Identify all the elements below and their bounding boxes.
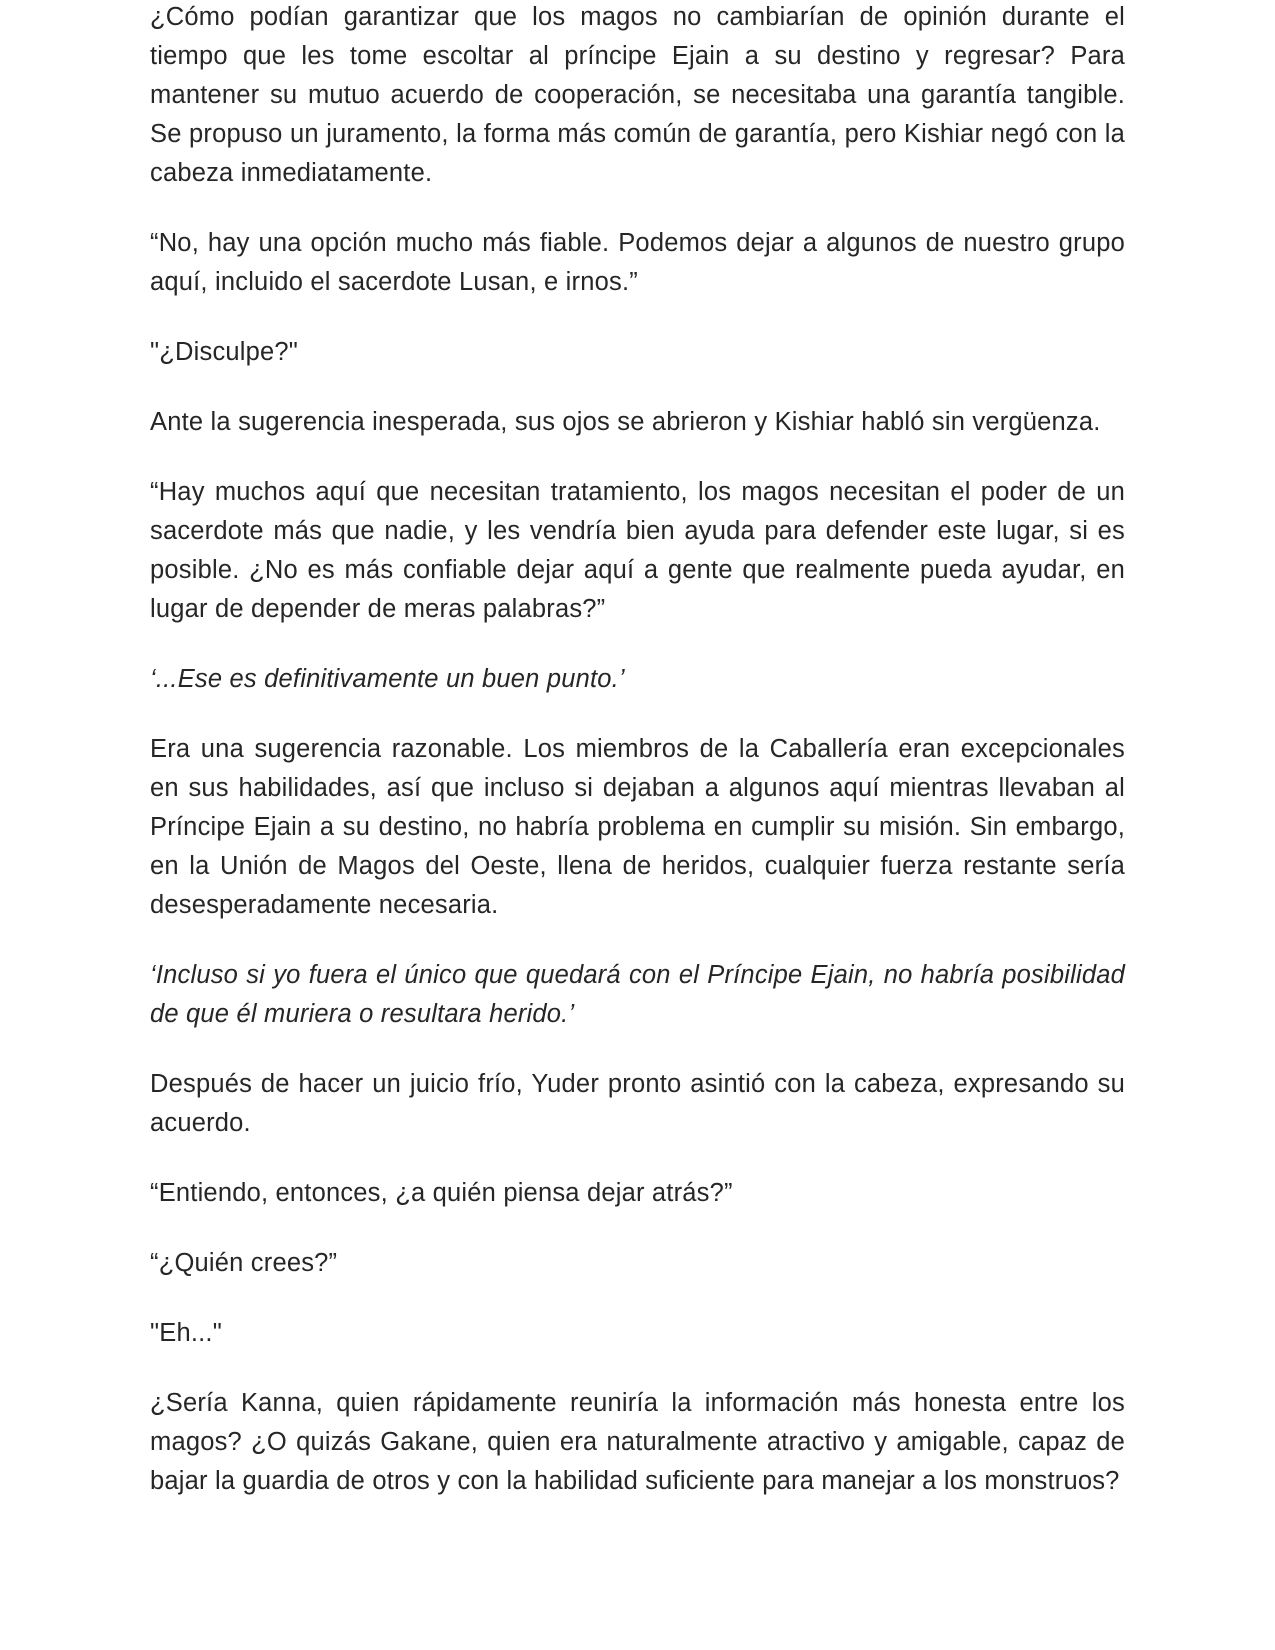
paragraph: ¿Sería Kanna, quien rápidamente reuniría la información más honesta entre los magos? ¿O quizás Gakane, quien era naturalmente atractivo y amigable, capaz de bajar la guardia de otros y con la habilidad suficiente para manejar a los monstruos? (150, 1389, 1125, 1495)
paragraph: “Entiendo, entonces, ¿a quién piensa dejar atrás?” (150, 1179, 733, 1207)
paragraph: “Hay muchos aquí que necesitan tratamiento, los magos necesitan el poder de un sacerdote más que nadie, y les vendría bien ayuda para defender este lugar, si es posible. ¿No es más confiable dejar aquí a gente que realmente pueda ayudar, en lugar de depender de meras palabras?” (150, 478, 1125, 623)
paragraph-italic-thought: ‘...Ese es definitivamente un buen punto.’ (150, 665, 625, 693)
paragraph-italic-thought: ‘Incluso si yo fuera el único que quedará con el Príncipe Ejain, no habría posibilidad de que él muriera o resultara herido.’ (150, 961, 1125, 1028)
paragraph: Ante la sugerencia inesperada, sus ojos se abrieron y Kishiar habló sin vergüenza. (150, 408, 1101, 436)
paragraph: "Eh..." (150, 1319, 222, 1347)
paragraph: ¿Cómo podían garantizar que los magos no cambiarían de opinión durante el tiempo que les tome escoltar al príncipe Ejain a su destino y regresar? Para mantener su mutuo acuerdo de cooperación, se necesitaba una garantía tangible. Se propuso un juramento, la forma más común de garantía, pero Kishiar negó con la cabeza inmediatamente. (150, 3, 1125, 187)
paragraph: “No, hay una opción mucho más fiable. Podemos dejar a algunos de nuestro grupo aquí, incluido el sacerdote Lusan, e irnos.” (150, 229, 1125, 296)
paragraph: Era una sugerencia razonable. Los miembros de la Caballería eran excepcionales en sus habilidades, así que incluso si dejaban a algunos aquí mientras llevaban al Príncipe Ejain a su destino, no habría problema en cumplir su misión. Sin embargo, en la Unión de Magos del Oeste, llena de heridos, cualquier fuerza restante sería desesperadamente necesaria. (150, 735, 1125, 919)
paragraph: Después de hacer un juicio frío, Yuder pronto asintió con la cabeza, expresando su acuerdo. (150, 1070, 1125, 1137)
document-page (150, 0, 1125, 1532)
paragraph: "¿Disculpe?" (150, 338, 299, 366)
paragraph: “¿Quién crees?” (150, 1249, 338, 1277)
